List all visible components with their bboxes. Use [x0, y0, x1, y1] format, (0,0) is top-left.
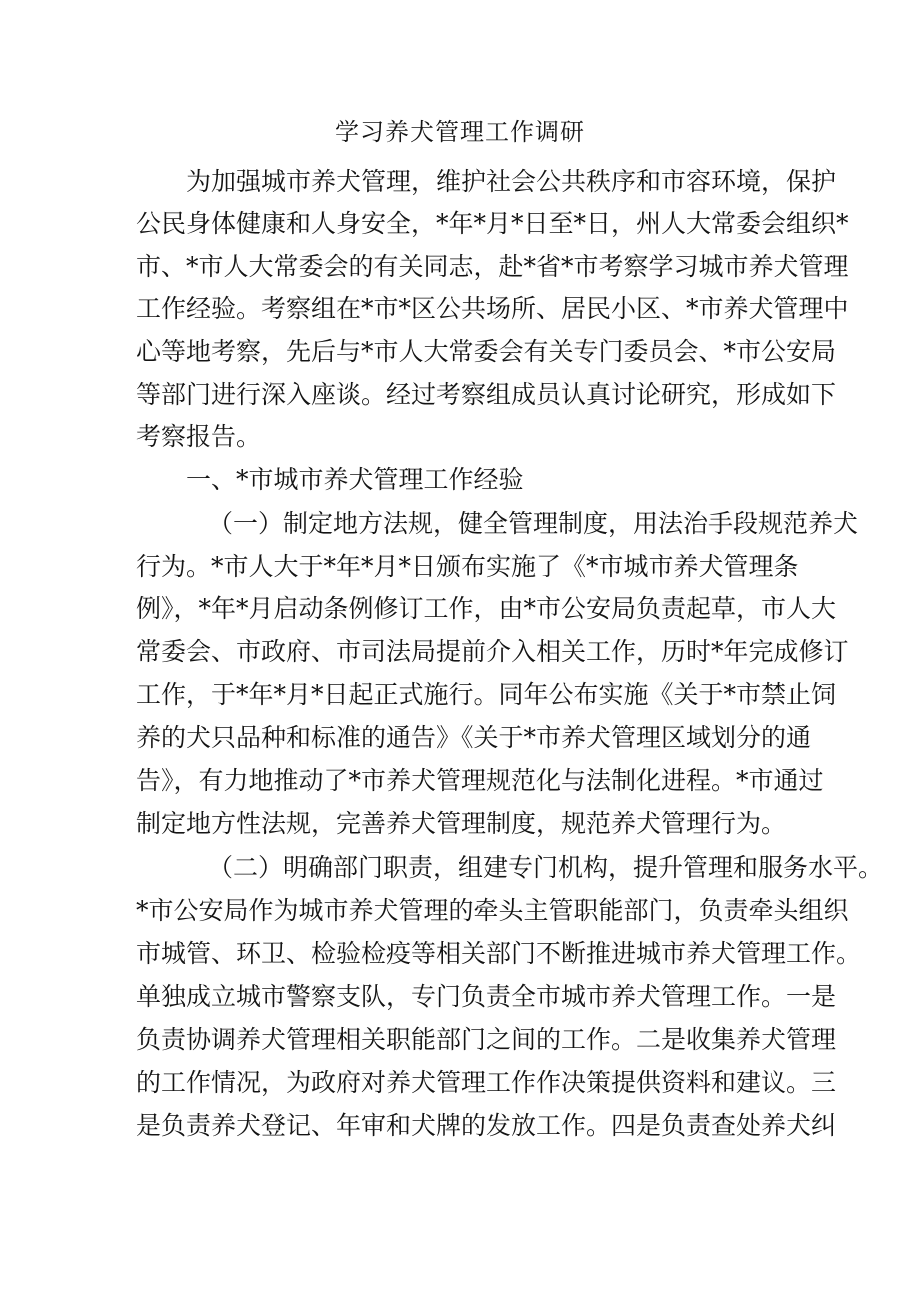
subsection-lead: （二）明确部门职责，组建专门机构，提升管理和服务水平。	[208, 853, 884, 882]
text-line: 心等地考察，先后与*市人大常委会有关专门委员会、*市公安局	[136, 337, 837, 366]
text-line: 市、*市人大常委会的有关同志，赴*省*市考察学习城市养犬管理	[136, 252, 849, 281]
text-line: 的工作情况，为政府对养犬管理工作作决策提供资料和建议。三	[136, 1068, 837, 1097]
text-line: 等部门进行深入座谈。经过考察组成员认真讨论研究，形成如下	[136, 380, 837, 409]
subsection-lead: （一）制定地方法规，健全管理制度，用法治手段规范养犬	[208, 509, 859, 538]
text-line: 告》，有力地推动了*市养犬管理规范化与法制化进程。*市通过	[136, 766, 824, 795]
text-line: 例》，*年*月启动条例修订工作，由*市公安局负责起草，市人大	[136, 594, 837, 623]
text-line: 常委会、市政府、市司法局提前介入相关工作，历时*年完成修订	[136, 637, 849, 666]
text-line: 工作经验。考察组在*市*区公共场所、居民小区、*市养犬管理中	[136, 294, 849, 323]
text-line: 公民身体健康和人身安全，*年*月*日至*日，州人大常委会组织*	[136, 209, 849, 238]
text-line: *市公安局作为城市养犬管理的牵头主管职能部门，负责牵头组织	[136, 896, 849, 925]
text-line: 单独成立城市警察支队，专门负责全市城市养犬管理工作。一是	[136, 982, 837, 1011]
text-line: 考察报告。	[136, 422, 262, 451]
text-line: 工作，于*年*月*日起正式施行。同年公布实施《关于*市禁止饲	[136, 680, 837, 709]
text-line: 为加强城市养犬管理，维护社会公共秩序和市容环境，保护	[186, 167, 837, 196]
section-heading: 一、*市城市养犬管理工作经验	[186, 465, 524, 494]
document-title: 学习养犬管理工作调研	[335, 118, 585, 146]
text-line: 负责协调养犬管理相关职能部门之间的工作。二是收集养犬管理	[136, 1025, 837, 1054]
text-line: 市城管、环卫、检验检疫等相关部门不断推进城市养犬管理工作。	[136, 939, 862, 968]
text-line: 是负责养犬登记、年审和犬牌的发放工作。四是负责查处养犬纠	[136, 1111, 837, 1140]
text-line: 养的犬只品种和标准的通告》《关于*市养犬管理区域划分的通	[136, 723, 812, 752]
text-line: 制定地方性法规，完善养犬管理制度，规范养犬管理行为。	[136, 809, 787, 838]
text-line: 行为。*市人大于*年*月*日颁布实施了《*市城市养犬管理条	[136, 552, 799, 581]
